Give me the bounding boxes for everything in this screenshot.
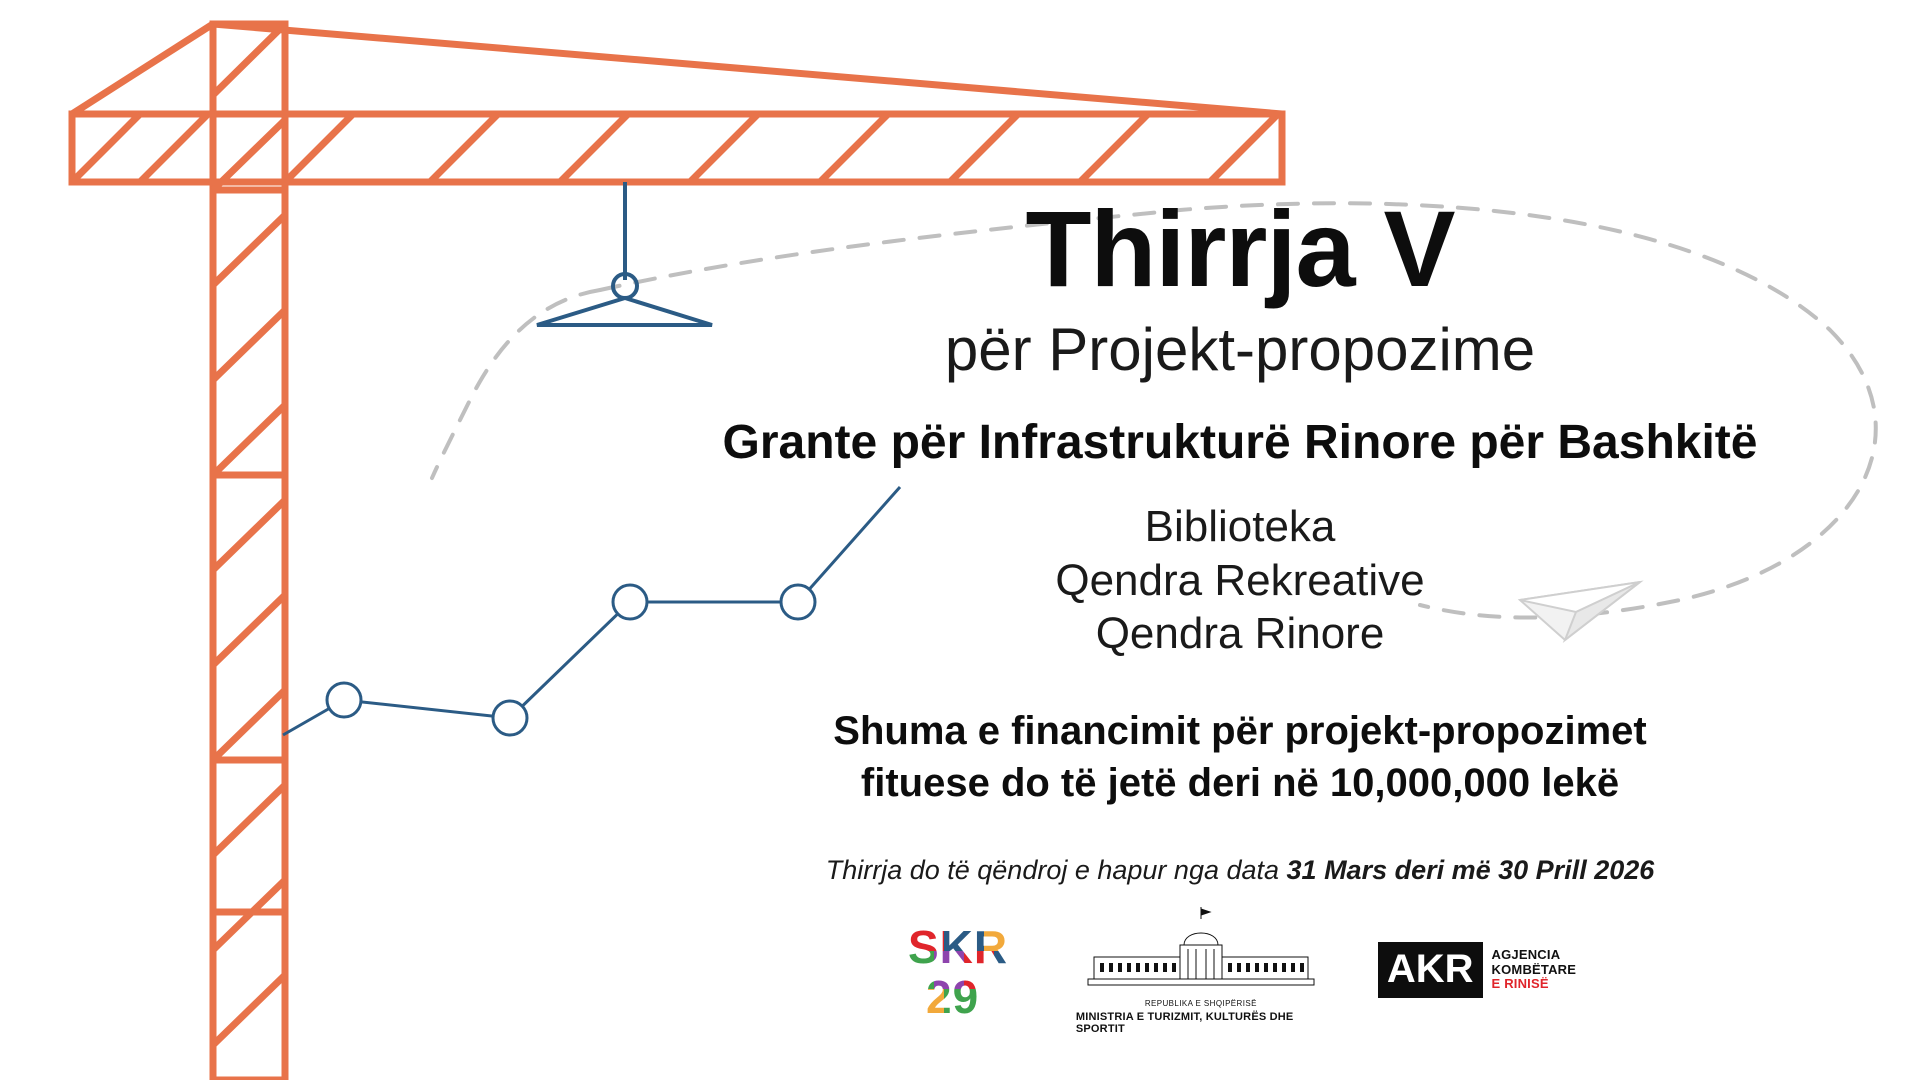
- funding-line-1: Shuma e financimit për projekt-propozimet: [833, 709, 1647, 753]
- page-subtitle: për Projekt-propozime: [944, 316, 1536, 383]
- deadline-text: [560, 855, 1920, 886]
- poster-content: [560, 0, 1920, 1080]
- category-list: [560, 500, 1920, 661]
- ministry-logo: [1076, 905, 1326, 1035]
- logo-row: [860, 905, 1620, 1035]
- skr29-logo-mark: [904, 915, 1024, 1025]
- ministry-name-label: MINISTRIA E TURIZMIT, KULTURËS DHE SPORTIT: [1075, 1011, 1294, 1035]
- akr-line-2: KOMBËTARE: [1491, 961, 1577, 977]
- headline-text: Grante për Infrastrukturë Rinore për Bashkitë: [722, 416, 1758, 469]
- ministry-building-icon: [1076, 905, 1326, 997]
- title-block: [560, 188, 1920, 384]
- page-title: Thirrja V: [1025, 188, 1455, 309]
- akr-line-1: AGJENCIA: [1491, 947, 1561, 963]
- funding-line-2: fituese do të jetë deri në 10,000,000 lekë: [860, 761, 1620, 805]
- akr-logo-text: [1492, 948, 1577, 992]
- akr-line-3: E RINISË: [1491, 976, 1549, 992]
- akr-logo-mark: AKR: [1378, 942, 1483, 998]
- deadline-dates: 31 Mars deri më 30 Prill 2026: [1286, 855, 1655, 885]
- akr-logo: [1378, 942, 1576, 998]
- skr29-logo: [904, 915, 1024, 1025]
- funding-amount-text: [560, 705, 1920, 809]
- ministry-republic-label: REPUBLIKA E SHQIPËRISË: [1144, 999, 1257, 1008]
- list-item: Qendra Rinore: [1095, 609, 1385, 659]
- list-item: Biblioteka: [1144, 502, 1336, 551]
- deadline-prefix: Thirrja do të qëndroj e hapur nga data: [825, 855, 1287, 885]
- list-item: Qendra Rekreative: [1055, 555, 1425, 605]
